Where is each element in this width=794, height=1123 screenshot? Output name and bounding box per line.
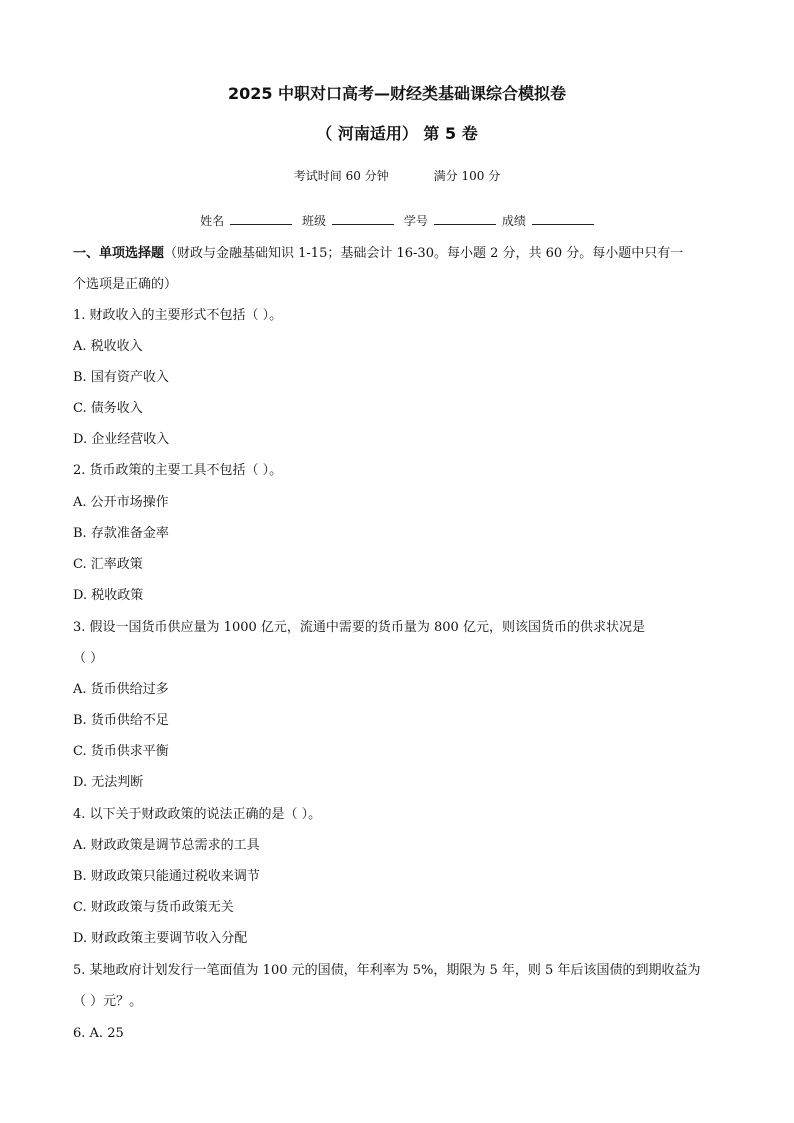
question-1-option-a: A. 税收收入 [73, 339, 143, 354]
section-title: 一、单项选择题 [73, 246, 165, 261]
question-4-option-b: B. 财政政策只能通过税收来调节 [73, 869, 260, 884]
question-3-option-d: D. 无法判断 [73, 775, 144, 790]
field-id-blank[interactable] [434, 212, 496, 225]
student-info [0, 212, 794, 229]
question-2-option-a: A. 公开市场操作 [73, 495, 169, 510]
field-class-label: 班级 [301, 214, 326, 228]
question-5-stem-continued: （ ）元？。 [73, 994, 143, 1009]
section-heading [73, 238, 723, 270]
exam-time: 考试时间 60 分钟 [293, 169, 389, 183]
question-3-stem-continued: （ ） [73, 651, 104, 666]
field-name-blank[interactable] [230, 212, 292, 225]
section-description-2: 个选项是正确的） [73, 277, 178, 292]
question-3-option-a: A. 货币供给过多 [73, 682, 169, 697]
question-5-stem: 5. 某地政府计划发行一笔面值为 100 元的国债，年利率为 5%，期限为 5 年，则 5 年后该国债的到期收益为 [73, 963, 701, 978]
question-1-option-c: C. 债务收入 [73, 401, 143, 416]
question-3-stem: 3. 假设一国货币供应量为 1000 亿元，流通中需要的货币量为 800 亿元，则该国货币的供求状况是 [73, 620, 645, 635]
question-3-option-c: C. 货币供求平衡 [73, 744, 169, 759]
question-2-stem: 2. 货币政策的主要工具不包括（ ）。 [73, 463, 283, 478]
question-4-option-a: A. 财政政策是调节总需求的工具 [73, 838, 260, 853]
question-2-option-c: C. 汇率政策 [73, 557, 143, 572]
section-description-1: （财政与金融基础知识 1-15；基础会计 16-30。每小题 2 分，共 60 分。每小题中只有一 [164, 246, 684, 261]
question-2-option-b: B. 存款准备金率 [73, 526, 169, 541]
full-score: 满分 100 分 [433, 169, 501, 183]
field-id-label: 学号 [403, 214, 428, 228]
question-4-option-d: D. 财政政策主要调节收入分配 [73, 931, 248, 946]
field-name-label: 姓名 [200, 214, 225, 228]
question-2-option-d: D. 税收政策 [73, 588, 144, 603]
field-score-label: 成绩 [501, 214, 526, 228]
question-1-option-b: B. 国有资产收入 [73, 370, 169, 385]
exam-title: 2025 中职对口高考—财经类基础课综合模拟卷 [227, 84, 567, 103]
question-3-option-b: B. 货币供给不足 [73, 713, 169, 728]
question-1-option-d: D. 企业经营收入 [73, 432, 170, 447]
question-4-stem: 4. 以下关于财政政策的说法正确的是（ ）。 [73, 807, 322, 822]
question-6-partial: 6. A. 25 [73, 1026, 124, 1041]
question-1-stem: 1. 财政收入的主要形式不包括（ ）。 [73, 308, 283, 323]
field-score-blank[interactable] [532, 212, 594, 225]
question-4-option-c: C. 财政政策与货币政策无关 [73, 900, 234, 915]
field-class-blank[interactable] [332, 212, 394, 225]
exam-subtitle: （ 河南适用） 第 5 卷 [316, 124, 478, 143]
exam-meta [0, 168, 794, 184]
